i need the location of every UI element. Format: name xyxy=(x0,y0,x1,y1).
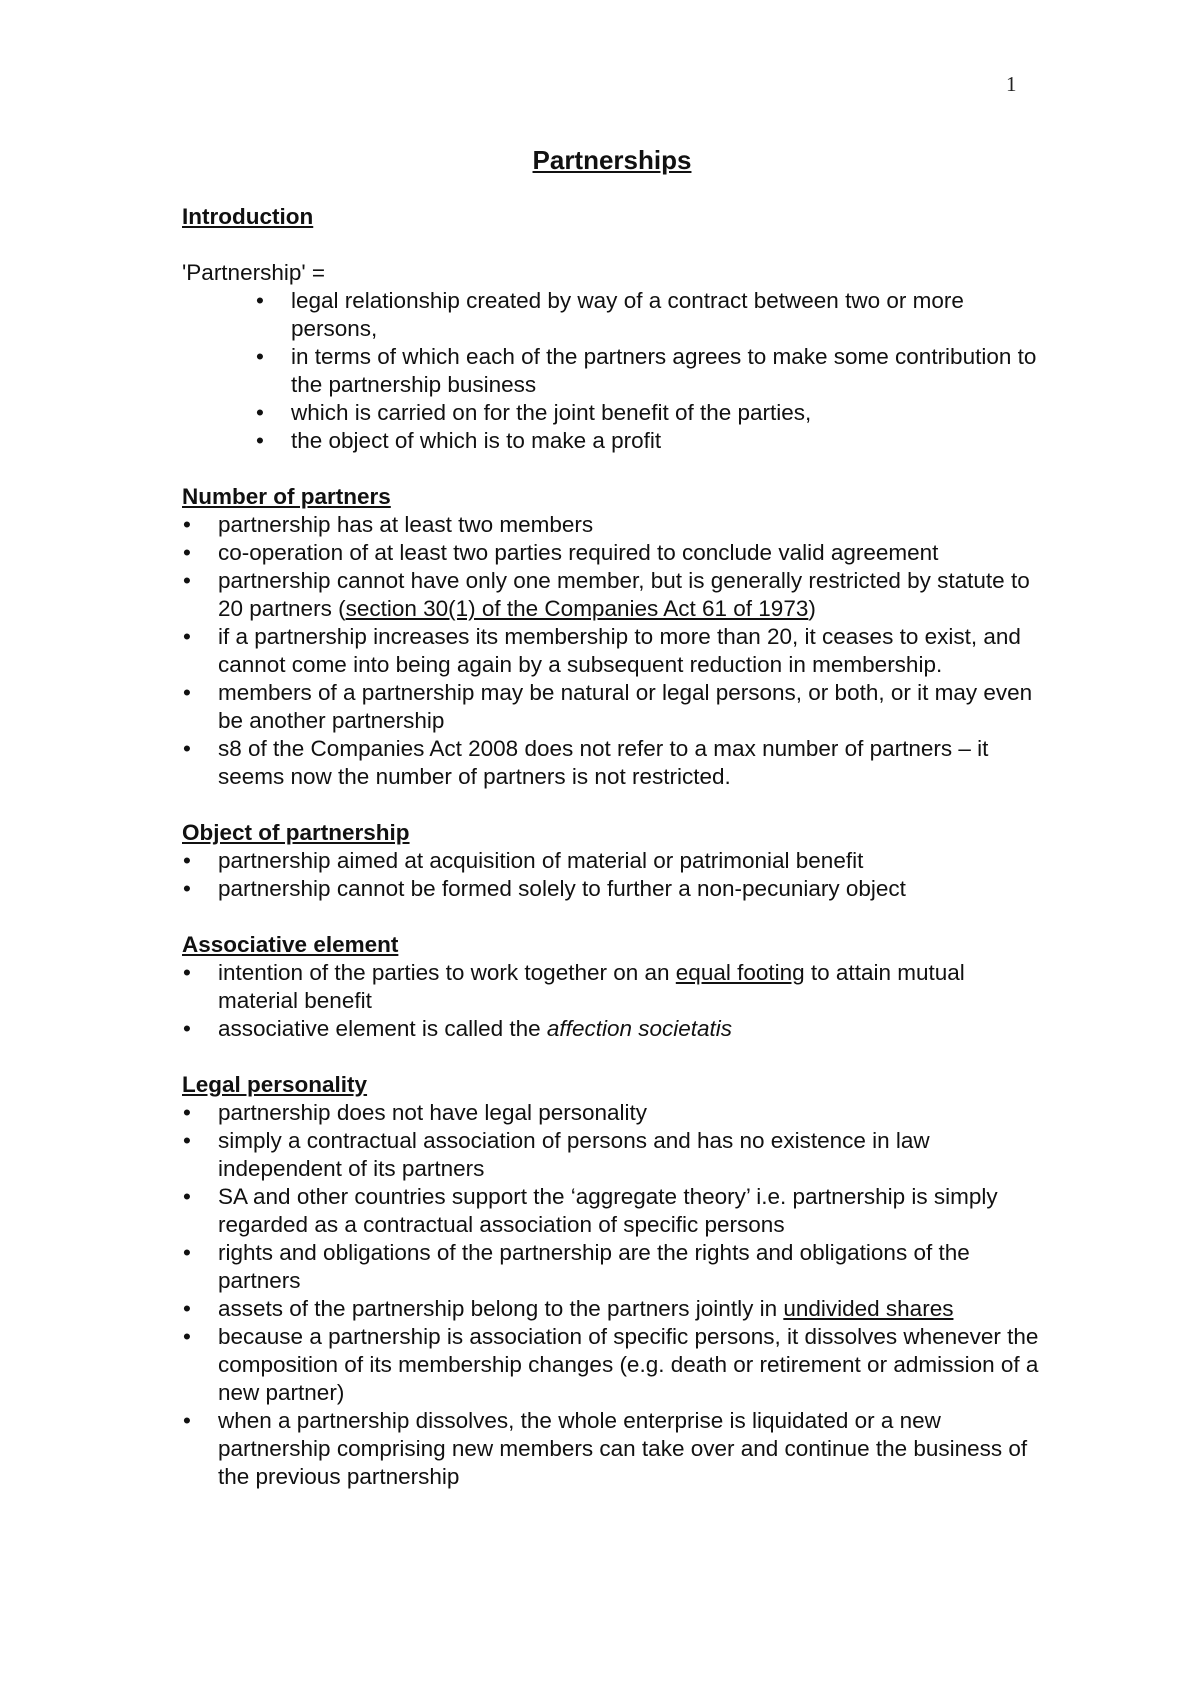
list-item: • because a partnership is association of specific persons, it dissolves whenever the composition of its membership changes (e.g. death or retirement or admission of a new partner) xyxy=(182,1323,1042,1407)
section-heading-object-of-partnership: Object of partnership xyxy=(182,820,410,845)
statute-reference: section 30(1) of the Companies Act 61 of 1973 xyxy=(345,596,809,621)
list-item: • if a partnership increases its membership to more than 20, it ceases to exist, and cannot come into being again by a subsequent reduction in membership. xyxy=(182,623,1042,679)
list-item xyxy=(182,567,1042,623)
section-legal-personality xyxy=(182,1071,1042,1491)
text-run: to attain mutual material benefit xyxy=(218,960,965,1013)
text-run: partnership cannot have only one member, but is generally restricted by statute to 20 partners ( xyxy=(218,568,1030,621)
italic-term: affection societatis xyxy=(546,1016,733,1041)
text-run: intention of the parties to work together on an xyxy=(218,960,676,985)
section-object-of-partnership xyxy=(182,819,1042,903)
definition-label: 'Partnership' = xyxy=(182,260,326,285)
bullet-list xyxy=(182,847,1042,903)
list-item: • members of a partnership may be natural or legal persons, or both, or it may even be another partnership xyxy=(182,679,1042,735)
list-item: • the object of which is to make a profit xyxy=(255,427,1042,455)
bullet-list xyxy=(182,511,1042,791)
list-item: • which is carried on for the joint benefit of the parties, xyxy=(255,399,1042,427)
document-body xyxy=(182,143,1042,1491)
list-item xyxy=(182,1015,1042,1043)
underlined-term: equal footing xyxy=(675,960,805,985)
section-introduction xyxy=(182,203,1042,455)
page-number: 1 xyxy=(1006,72,1017,96)
section-associative-element xyxy=(182,931,1042,1043)
list-item: • rights and obligations of the partnership are the rights and obligations of the partners xyxy=(182,1239,1042,1295)
list-item: • s8 of the Companies Act 2008 does not refer to a max number of partners – it seems now the number of partners is not restricted. xyxy=(182,735,1042,791)
list-item: • co-operation of at least two parties required to conclude valid agreement xyxy=(182,539,1042,567)
list-item: • partnership cannot be formed solely to further a non-pecuniary object xyxy=(182,875,1042,903)
section-heading-legal-personality: Legal personality xyxy=(182,1072,368,1097)
underlined-term: undivided shares xyxy=(783,1296,954,1321)
bullet-list xyxy=(182,959,1042,1043)
list-item: • partnership has at least two members xyxy=(182,511,1042,539)
list-item: • partnership aimed at acquisition of material or patrimonial benefit xyxy=(182,847,1042,875)
list-item: • when a partnership dissolves, the whole enterprise is liquidated or a new partnership comprising new members can take over and continue the business of the previous partnership xyxy=(182,1407,1042,1491)
list-item: • SA and other countries support the ‘aggregate theory’ i.e. partnership is simply regarded as a contractual association of specific persons xyxy=(182,1183,1042,1239)
section-heading-number-of-partners: Number of partners xyxy=(182,484,391,509)
text-run: associative element is called the xyxy=(218,1016,547,1041)
section-number-of-partners xyxy=(182,483,1042,791)
section-heading-associative-element: Associative element xyxy=(182,932,399,957)
list-item xyxy=(182,959,1042,1015)
section-heading-introduction: Introduction xyxy=(182,204,314,229)
list-item: • legal relationship created by way of a contract between two or more persons, xyxy=(255,287,1042,343)
list-item xyxy=(182,1295,1042,1323)
text-run: assets of the partnership belong to the partners jointly in xyxy=(218,1296,784,1321)
list-item: • in terms of which each of the partners agrees to make some contribution to the partnership business xyxy=(255,343,1042,399)
list-item: • simply a contractual association of persons and has no existence in law independent of its partners xyxy=(182,1127,1042,1183)
text-run: ) xyxy=(808,596,816,621)
definition-list xyxy=(255,287,1042,455)
list-item: • partnership does not have legal personality xyxy=(182,1099,1042,1127)
page-title: Partnerships xyxy=(532,145,692,175)
bullet-list xyxy=(182,1099,1042,1491)
